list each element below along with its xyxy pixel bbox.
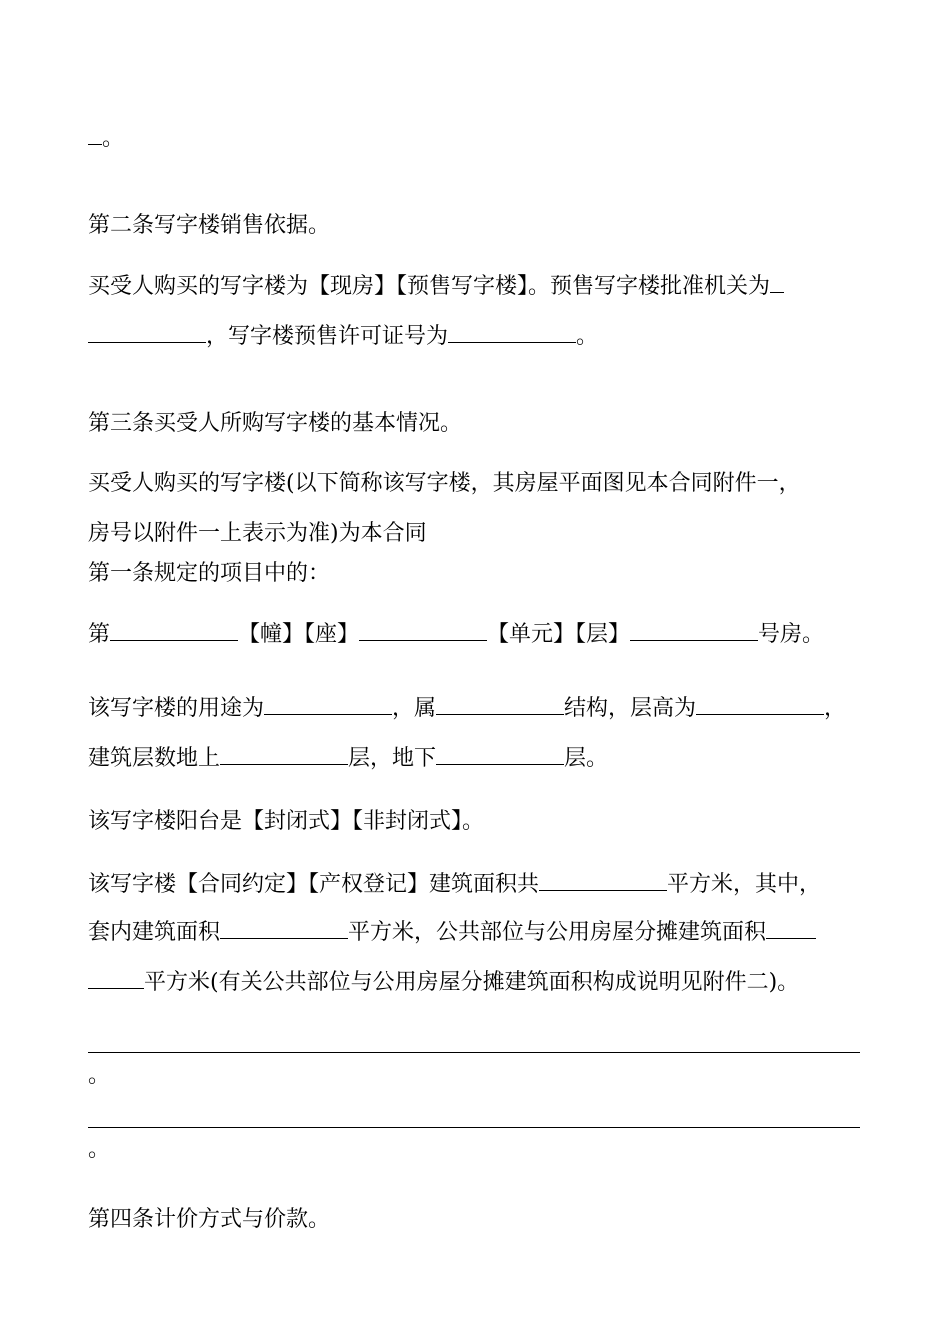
continuation-line — [88, 124, 124, 153]
blank-field[interactable] — [110, 620, 238, 641]
article-2-title: 第二条写字楼销售依据。 — [88, 213, 331, 238]
article-3-para-line3: 第一条规定的项目中的： — [88, 561, 331, 586]
blank-field[interactable] — [770, 272, 784, 293]
text: 建筑层数地上 — [88, 746, 221, 771]
article-2-para-line1 — [88, 272, 784, 301]
text: 平方米，公共部位与公用房屋分摊建筑面积 — [348, 920, 767, 945]
article-3-para-line2: 房号以附件一上表示为准)为本合同 — [88, 521, 427, 546]
text: 。 — [102, 126, 125, 151]
article-4-title: 第四条计价方式与价款。 — [88, 1207, 331, 1232]
text: 第 — [88, 622, 111, 647]
text: 号房。 — [758, 622, 825, 647]
text: ， — [824, 696, 847, 721]
blank-field[interactable] — [766, 918, 816, 939]
floors-line — [88, 744, 608, 773]
text: ，属 — [392, 696, 437, 721]
area-line1 — [88, 870, 821, 899]
blank-field[interactable] — [436, 694, 564, 715]
text: 平方米(有关公共部位与公用房屋分摊建筑面积构成说明见附件二)。 — [144, 970, 800, 995]
fill-line[interactable] — [88, 1052, 860, 1053]
article-2-para-line2 — [88, 322, 598, 351]
text: 层，地下 — [348, 746, 437, 771]
fill-line[interactable] — [88, 1127, 860, 1128]
text: 买受人购买的写字楼为【现房】【预售写字楼】。预售写字楼批准机关为 — [88, 274, 771, 299]
text: 结构，层高为 — [564, 696, 697, 721]
blank-field[interactable] — [220, 744, 348, 765]
blank-field[interactable] — [264, 694, 392, 715]
period-mark: 。 — [88, 1063, 111, 1088]
text: 。 — [576, 324, 599, 349]
blank-field[interactable] — [436, 744, 564, 765]
blank-field[interactable] — [630, 620, 758, 641]
blank-field[interactable] — [696, 694, 824, 715]
blank-field[interactable] — [220, 918, 348, 939]
room-number-line — [88, 620, 824, 649]
blank-field[interactable] — [539, 870, 667, 891]
blank-field[interactable] — [359, 620, 487, 641]
blank-field[interactable] — [88, 124, 102, 145]
blank-field[interactable] — [88, 322, 206, 343]
area-line2 — [88, 918, 816, 947]
text: 【幢】【座】 — [238, 622, 360, 647]
article-3-title: 第三条买受人所购写字楼的基本情况。 — [88, 411, 463, 436]
blank-field[interactable] — [88, 968, 144, 989]
period-mark: 。 — [88, 1137, 111, 1162]
text: ，写字楼预售许可证号为 — [206, 324, 449, 349]
usage-line — [88, 694, 846, 723]
balcony-line: 该写字楼阳台是【封闭式】【非封闭式】。 — [88, 809, 485, 834]
text: 该写字楼的用途为 — [88, 696, 265, 721]
area-line3 — [88, 968, 799, 997]
blank-field[interactable] — [448, 322, 576, 343]
text: 平方米，其中， — [667, 872, 822, 897]
text: 层。 — [564, 746, 609, 771]
text: 【单元】【层】 — [487, 622, 631, 647]
article-3-para-line1: 买受人购买的写字楼(以下简称该写字楼，其房屋平面图见本合同附件一， — [88, 471, 801, 496]
text: 该写字楼【合同约定】【产权登记】建筑面积共 — [88, 872, 540, 897]
text: 套内建筑面积 — [88, 920, 221, 945]
